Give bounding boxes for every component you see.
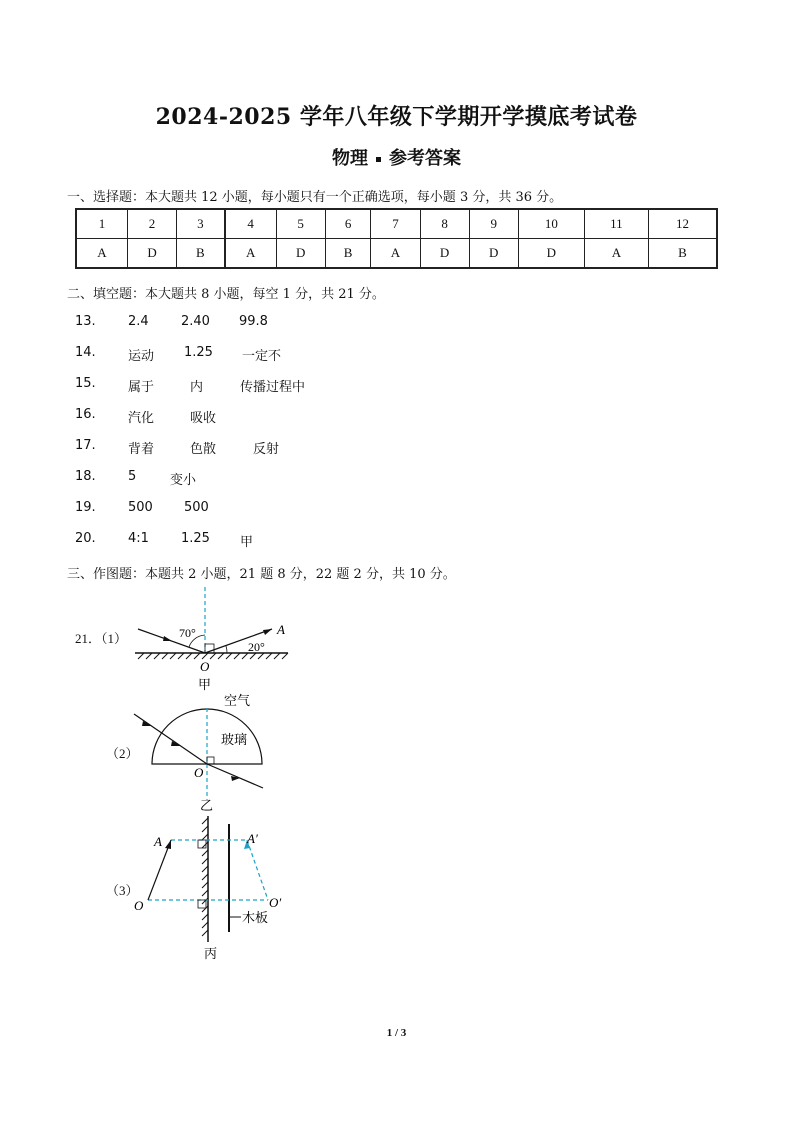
figure-mirror-image [130, 812, 290, 962]
answer-blank: 1.25 [181, 531, 210, 546]
table-cell: 7 [371, 209, 420, 239]
table-cell: D [518, 239, 584, 269]
answer-blank: 运动 [128, 349, 155, 364]
table-cell: A [76, 239, 127, 269]
table-cell: 2 [127, 209, 176, 239]
table-cell: A [584, 239, 648, 269]
figure-3-label: （3） [106, 883, 139, 898]
table-cell: 11 [584, 209, 648, 239]
refracted-ray [207, 764, 263, 788]
page-number: 1 / 3 [386, 1027, 407, 1039]
question-21-label: 21．（1） [75, 631, 128, 646]
mirror-hatching [138, 653, 288, 659]
figure-2-label: （2） [106, 746, 139, 761]
answer-table [75, 208, 718, 269]
angle-label-20: 20° [248, 640, 265, 654]
right-angle-mark [198, 840, 206, 848]
point-o-label: O [194, 765, 204, 780]
figure-refraction [130, 688, 275, 816]
table-cell: 10 [518, 209, 584, 239]
table-cell: B [648, 239, 717, 269]
table-cell: 8 [420, 209, 469, 239]
answer-blank: 1.25 [184, 345, 213, 360]
table-cell: A [225, 239, 276, 269]
table-cell: 1 [76, 209, 127, 239]
mirror-hatching [202, 818, 208, 936]
answer-blank: 背着 [128, 442, 155, 457]
subject-label: 物理 [332, 148, 368, 169]
answer-blank: 2.4 [128, 314, 149, 329]
point-a-prime-label: A′ [247, 831, 258, 846]
section-fill-heading: 二、填空题：本大题共 8 小题，每空 1 分，共 21 分。 [67, 287, 385, 302]
answer-table-numbers-row [76, 209, 717, 239]
table-cell: 12 [648, 209, 717, 239]
object-arrow [148, 840, 171, 900]
object-arrowhead [165, 840, 171, 849]
table-cell: D [127, 239, 176, 269]
angle-label-70: 70° [179, 626, 196, 640]
table-cell: D [420, 239, 469, 269]
incident-ray [134, 714, 207, 764]
answer-blank: 属于 [128, 380, 155, 395]
table-cell: A [371, 239, 420, 269]
air-label: 空气 [224, 694, 251, 709]
question-number: 16. [75, 407, 96, 422]
section-choice-heading: 一、选择题：本大题共 12 小题，每小题只有一个正确选项，每小题 3 分，共 36 分。 [67, 190, 563, 205]
figure-caption: 乙 [200, 799, 214, 814]
answer-blank: 传播过程中 [240, 380, 306, 395]
table-cell: 4 [225, 209, 276, 239]
board-label: 木板 [242, 911, 269, 926]
answer-blank: 4:1 [128, 531, 149, 546]
figure-reflection [130, 585, 295, 695]
point-a-label: A [154, 834, 162, 849]
answer-blank: 色散 [190, 442, 217, 457]
question-number: 13. [75, 314, 96, 329]
answer-blank: 500 [128, 500, 153, 515]
answer-table-answers-row [76, 239, 717, 269]
point-o-prime-label: O′ [269, 895, 282, 910]
answer-blank: 99.8 [239, 314, 268, 329]
answer-blank: 500 [184, 500, 209, 515]
glass-label: 玻璃 [221, 733, 248, 748]
question-number: 17. [75, 438, 96, 453]
section-drawing-heading: 三、作图题：本题共 2 小题，21 题 8 分，22 题 2 分，共 10 分。 [67, 567, 456, 582]
figure-caption: 丙 [204, 947, 218, 962]
table-cell: D [469, 239, 518, 269]
answer-key-label: 参考答案 [389, 148, 461, 169]
figure-caption: 甲 [198, 678, 212, 693]
question-number: 19. [75, 500, 96, 515]
point-a-label: A [277, 622, 285, 637]
incident-arrow [163, 636, 172, 641]
angle-arc-20 [226, 646, 227, 653]
incident-arrow-2 [171, 741, 181, 746]
table-cell: 3 [177, 209, 225, 239]
answer-blank: 吸收 [190, 411, 217, 426]
incident-arrow [142, 721, 152, 726]
answer-blank: 变小 [170, 473, 197, 488]
question-number: 15. [75, 376, 96, 391]
answer-blank: 5 [128, 469, 137, 484]
point-o-label: O [134, 898, 144, 913]
answer-blank: 汽化 [128, 411, 155, 426]
table-cell: 9 [469, 209, 518, 239]
dashed-image [247, 840, 268, 900]
reflected-arrow [263, 629, 272, 635]
question-number: 14. [75, 345, 96, 360]
table-cell: B [325, 239, 371, 269]
point-o-label: O [200, 659, 210, 674]
table-cell: 5 [276, 209, 325, 239]
question-number: 18. [75, 469, 96, 484]
separator-dot [376, 157, 381, 162]
answer-blank: 一定不 [242, 349, 282, 364]
page-title: 2024-2025 学年八年级下学期开学摸底考试卷 [155, 104, 638, 130]
table-cell: D [276, 239, 325, 269]
answer-blank: 反射 [253, 442, 280, 457]
table-cell: B [177, 239, 225, 269]
table-cell: 6 [325, 209, 371, 239]
answer-blank: 内 [190, 380, 204, 395]
page-subtitle [0, 144, 793, 170]
answer-blank: 甲 [240, 535, 254, 550]
answer-blank: 2.40 [181, 314, 210, 329]
right-angle-mark [207, 757, 214, 764]
question-number: 20. [75, 531, 96, 546]
